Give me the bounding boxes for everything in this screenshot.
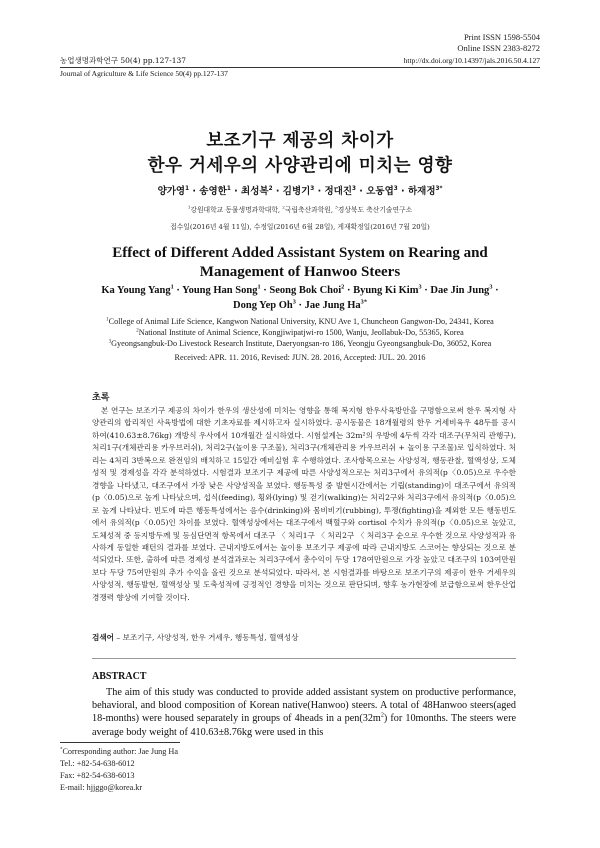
separator: · (272, 186, 283, 197)
author-ko: 양가영 (157, 186, 186, 197)
journal-name-en: Journal of Agriculture & Life Science 50(4) pp.127-137 (60, 69, 228, 78)
author-ko: 송영한 (199, 186, 227, 197)
abstract-en-body (92, 686, 516, 739)
author-en: Dong Yep Oh (233, 300, 293, 311)
affiliations-ko (60, 205, 540, 215)
separator: · (260, 285, 270, 296)
affil-mark: 1 (170, 283, 174, 291)
author-en: Jae Jung Ha (304, 300, 361, 311)
affil-mark: 3 (335, 204, 338, 210)
title-en-line1: Effect of Different Added Assistant System on Rearing and (112, 245, 488, 261)
affiliation-en: National Institute of Animal Science, Kongjiwipatjwi-ro 1500, Wanju, Jeollabuk-Do, 55365, Korea (138, 328, 464, 337)
affiliation-ko: 강원대학교 동물생명과학대학, (190, 206, 283, 214)
journal-name-ko: 농업생명과학연구 50(4) pp.127-137 (60, 56, 187, 65)
affiliation-ko: 국립축산과학원, (284, 206, 336, 214)
affil-mark: 3* (360, 298, 367, 306)
separator: · (356, 186, 367, 197)
title-en-line2: Management of Hanwoo Steers (199, 264, 401, 280)
affil-mark: 3 (418, 283, 422, 291)
keywords-label: 검색어 (92, 633, 115, 642)
print-issn: Print ISSN 1598-5504 (463, 32, 540, 42)
separator: · (295, 300, 305, 311)
separator: · (314, 186, 325, 197)
author-ko: 정대진 (324, 186, 353, 197)
affiliation-en-3 (60, 338, 540, 349)
online-issn: Online ISSN 2383-8272 (457, 43, 540, 53)
author-ko: 최성복 (241, 186, 269, 197)
corresponding-author-name: Corresponding author: Jae Jung Ha (62, 747, 178, 756)
affil-mark: 1 (106, 317, 109, 323)
title-ko-line2: 한우 거세우의 사양관리에 미치는 영향 (147, 156, 453, 176)
affil-mark: 2 (268, 185, 273, 192)
affil-mark: 1 (257, 283, 261, 291)
affil-mark: 3 (292, 298, 296, 306)
authors-en-line1 (60, 283, 540, 298)
separator: · (189, 186, 200, 197)
affiliation-en: College of Animal Life Science, Kangwon National University, KNU Ave 1, Chuncheon Gangwon-Do, 24341, Korea (108, 317, 494, 326)
footnote-rule (60, 742, 180, 743)
footnote-mark: * (60, 747, 63, 753)
affil-mark: 3 (310, 185, 315, 192)
abstract-en-text: ) for 10months. The steers were average body weight of 410.63±8.76kg were used in this (92, 713, 516, 738)
abstract-ko-heading: 초록 (92, 393, 110, 403)
affil-mark: 2 (136, 328, 139, 334)
author-en: Dae Jin Jung (430, 285, 490, 296)
title-ko-line1: 보조기구 제공의 차이가 (206, 131, 394, 151)
affil-mark: 1 (226, 185, 231, 192)
affiliation-en-2 (60, 327, 540, 338)
affil-mark: 1 (187, 204, 191, 210)
authors-en-line2 (60, 298, 540, 313)
authors-ko (60, 185, 540, 198)
affil-mark: 3 (108, 339, 112, 345)
author-en: Ka Young Yang (101, 285, 171, 296)
affil-mark: 1 (185, 185, 190, 192)
separator: · (421, 285, 431, 296)
section-divider (92, 658, 516, 659)
author-en: Byung Ki Kim (353, 285, 419, 296)
affil-mark: 2 (282, 204, 285, 210)
abstract-en-heading: ABSTRACT (92, 671, 147, 682)
header-rule (60, 67, 540, 68)
affil-mark: 3* (435, 185, 443, 192)
author-en: Seong Bok Choi (269, 285, 342, 296)
dates-en: Received: APR. 11. 2016, Revised: JUN. 28. 2016, Accepted: JUL. 20. 2016 (174, 353, 426, 362)
affil-mark: 3 (393, 185, 398, 192)
separator: · (492, 285, 499, 296)
dates-ko: 접수일(2016년 4월 11일), 수정일(2016년 6월 28일), 게재확정일(2016년 7월 20일) (170, 223, 430, 231)
footnote-fax: Fax: +82-54-638-6013 (60, 771, 135, 780)
author-ko: 하재정 (407, 186, 436, 197)
separator: · (230, 186, 242, 197)
corresponding-author (60, 746, 178, 757)
keywords-ko (92, 632, 516, 644)
separator: · (397, 186, 408, 197)
author-ko: 김병기 (282, 186, 311, 197)
affiliation-ko: 경상북도 축산기술연구소 (337, 206, 413, 214)
superscript: 2 (380, 713, 384, 720)
affiliation-en-1 (60, 316, 540, 327)
affiliation-en: Gyeongsangbuk-Do Livestock Research Institute, Daeryongsan-ro 186, Yeongju Gyeongsangbuk-Do, 36052, Korea (111, 339, 492, 348)
abstract-en-text: The aim of this study was conducted to provide added assistant system on productive performance, behavioral, and blood composition of Korean native(Hanwoo) steers. A total of 48Hanwoo steers(aged 18-months) were housed separately in groups of 4heads in a pen(32m (92, 687, 516, 725)
affil-mark: 3 (352, 185, 356, 192)
separator: · (173, 285, 183, 296)
footnote-email[interactable]: E-mail: hjjggo@korea.kr (60, 783, 143, 792)
affil-mark: 3 (489, 283, 493, 291)
footnote-tel: Tel.: +82-54-638-6012 (60, 759, 135, 768)
doi-link[interactable]: http://dx.doi.org/10.14397/jals.2016.50.4.127 (403, 56, 540, 65)
keywords-text: – 보조기구, 사양성적, 한우 거세우, 행동특성, 혈액성상 (114, 633, 299, 642)
affil-mark: 2 (341, 283, 345, 291)
abstract-ko-body: 본 연구는 보조기구 제공의 차이가 한우의 생산성에 미치는 영향을 통해 복지형 한우사육방안을 구명함으로써 한우 복지형 사양관리의 합리적인 사육방법에 대한 기초자료를 제시하고자 실시하였다. 공시동물은 18개월령의 한우 거세비육우 48두를 공시하여(410.63±8.76kg) 개방식 우사에서 10개월간 실시하였다. 시험설계는 32m²의 우방에 4두씩 각각 대조구(무처리 관행구), 처리1구(개체관리용 카우브러쉬), 처리2구(놀이용 구조물), 처리3구(개체관리용 카우브러쉬 + 놀이용 구조물)로 입식하였다. 처리는 4처리 3반복으로 완전임의 배치하고 15일간 예비실험 후 수행하였다. 조사항목으로는 사양성적, 행동관찰, 혈액성상, 도체성적 및 경제성을 각각 분석하였다. 시험결과 보조기구 제공에 따른 사양성적으로는 처리3구에서 유의적(p〈0.05)으로 우수한 경향을 나타냈고, 대조구에서 가장 낮은 사양성적을 보였다. 행동특성 중 발현시간에서는 기립(standing)이 대조구에서 유의적(p〈0.05)으로 높게 나타났으며, 섭식(feeding), 횡와(lying) 및 걷기(walking)는 처리2구와 처리3구에서 유의적(p〈0.05)으로 높게 나타났다. 빈도에 따른 행동특성에서는 음수(drinking)와 몸비비기(rubbing), 투쟁(fighting)을 제외한 모든 행동빈도에서 유의적(p〈0.05)인 차이를 보였다. 혈액성상에서는 대조구에서 백혈구와 cortisol 수치가 유의적(p〈0.05)으로 높았고, 도체성적 중 등지방두께 및 등심단면적 항목에서 대조구 〈 처리1구 〈 처리2구 〈 처리3구 순으로 우수한 것으로 사양성적과 유사하게 동일한 패턴의 결과를 보였다. 근내지방도에서는 놀이용 보조기구 제공에 따라 근내지방도 스코어는 향상되는 것으로 분석되었다. 또한, 출하에 따른 경제성 분석결과로는 처리3구에서 총수익이 두당 178여만원으로 가장 높았고 대조구의 103여만원 보다 두당 75여만원의 추가 수익을 올린 것으로 분석되었다. 따라서, 본 시험결과를 바탕으로 보조기구의 제공이 한우 거세우의 사양성적, 행동발현, 혈액성상 및 도축성적에 긍정적인 경향을 미치는 것으로 판단되며, 향후 농가현장에 보급함으로써 한우산업 경쟁력 향상에 기여할 것이다. (92, 406, 516, 602)
author-en: Young Han Song (182, 285, 258, 296)
separator: · (344, 285, 354, 296)
author-ko: 오동엽 (366, 186, 394, 197)
